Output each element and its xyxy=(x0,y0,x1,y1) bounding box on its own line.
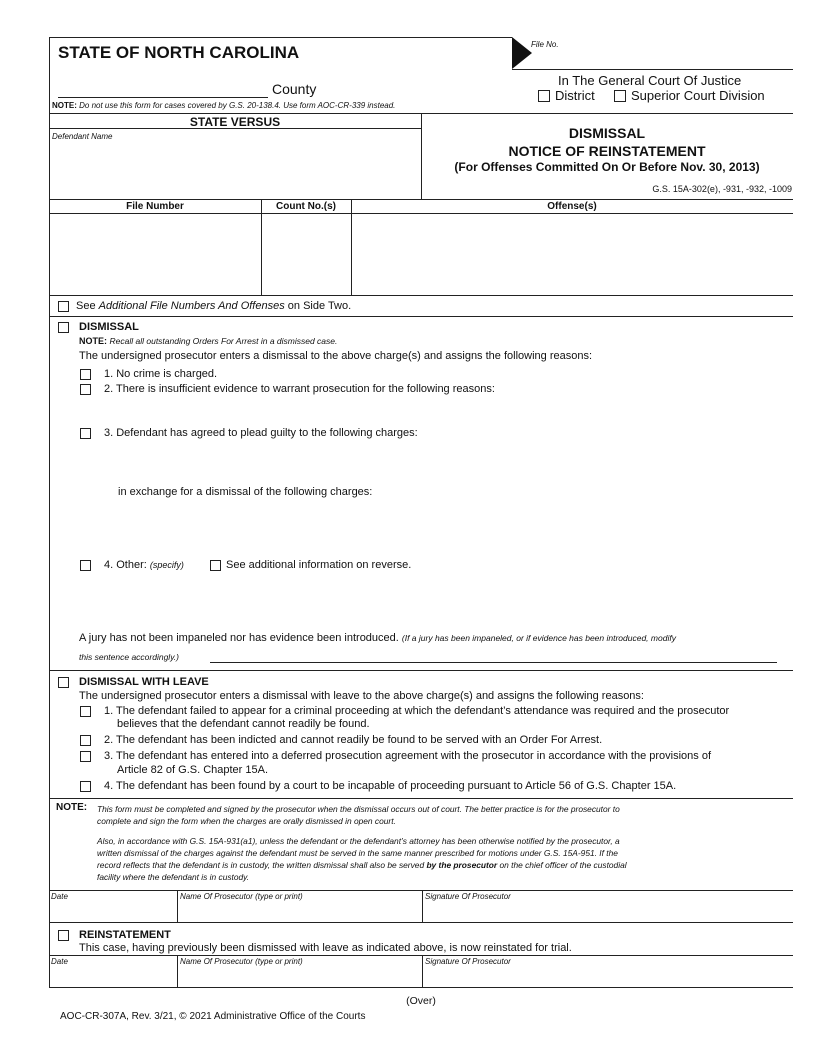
note2-paragraph2 xyxy=(97,835,787,883)
dismissal-reason2-input[interactable] xyxy=(104,398,788,424)
sig1-divider-2 xyxy=(422,890,423,922)
leave-reason3a: 3. The defendant has entered into a deferred prosecution agreement with the prosecutor in accordance with the provisions of xyxy=(104,750,712,762)
dismissal-reason2-checkbox[interactable] xyxy=(80,384,91,395)
file-no-label: File No. xyxy=(531,40,559,49)
sig2-signature-input[interactable] xyxy=(426,969,792,987)
leave-reason1b: believes that the defendant cannot readily be found. xyxy=(117,718,370,730)
see-additional-checkbox[interactable] xyxy=(58,301,69,312)
note2-label: NOTE: xyxy=(56,802,88,813)
sig1-divider-1 xyxy=(177,890,178,922)
dismissal-top-line xyxy=(49,316,793,317)
file-no-input[interactable] xyxy=(540,50,794,68)
leave-reason4: 4. The defendant has been found by a court to be incapable of proceeding pursuant to Article 56 of G.S. Chapter 15A. xyxy=(104,780,677,792)
reason4-specify: (specify) xyxy=(149,560,184,570)
dismissal-checkbox[interactable] xyxy=(58,322,69,333)
plead-guilty-charges-input[interactable] xyxy=(104,443,788,485)
left-border xyxy=(49,37,50,987)
note2-paragraph1 xyxy=(97,803,787,827)
dismissal-reason1-checkbox[interactable] xyxy=(80,369,91,380)
see-reverse-text: See additional information on reverse. xyxy=(226,559,412,571)
see-additional-prefix: See xyxy=(76,300,99,312)
leave-intro: The undersigned prosecutor enters a dismissal with leave to the above charge(s) and assigns the following reasons: xyxy=(79,690,644,702)
defendant-name-label: Defendant Name xyxy=(52,132,113,141)
leave-reason4-checkbox[interactable] xyxy=(80,781,91,792)
col-offense: Offense(s) xyxy=(547,201,597,212)
note2-p2a: Also, in accordance with G.S. 15A-931(a1), unless the defendant or the defendant’s attorney has been otherwise notified by the prosecutor, a xyxy=(97,836,620,846)
reinstatement-checkbox[interactable] xyxy=(58,930,69,941)
leave-reason1a: 1. The defendant failed to appear for a criminal proceeding at which the defendant’s attendance was required and the prosecutor xyxy=(104,705,730,717)
sig2-divider-1 xyxy=(177,955,178,987)
note2-p2c-pre: record reflects that the defendant is in custody, the written dismissal shall also be served xyxy=(97,860,427,870)
sig1-name-label: Name Of Prosecutor (type or print) xyxy=(180,892,303,901)
jury-text xyxy=(79,632,676,644)
table-top-line xyxy=(49,199,793,200)
sig2-date-input[interactable] xyxy=(52,969,176,987)
count-cell[interactable] xyxy=(265,217,351,295)
county-input[interactable] xyxy=(58,80,270,98)
jury-text-italic1: (If a jury has been impaneled, or if evidence has been introduced, modify xyxy=(401,633,676,643)
dismissal-note xyxy=(79,336,337,346)
note2-p1a: This form must be completed and signed by the prosecutor when the dismissal occurs out of court. The better practice is for the prosecutor to xyxy=(97,804,620,814)
sig1-bottom-line xyxy=(49,922,793,923)
sig1-name-input[interactable] xyxy=(180,904,422,922)
sig2-divider-2 xyxy=(422,955,423,987)
sig1-top-line xyxy=(49,890,793,891)
header-note xyxy=(52,101,395,110)
col-file-number: File Number xyxy=(126,201,184,212)
dismissal-reason4 xyxy=(104,559,184,571)
leave-heading: DISMISSAL WITH LEAVE xyxy=(79,676,209,688)
note2-p2d: facility where the defendant is in custody. xyxy=(97,872,250,882)
other-reason-input[interactable] xyxy=(104,576,788,630)
leave-top-line xyxy=(49,670,793,671)
leave-reason3b: Article 82 of G.S. Chapter 15A. xyxy=(117,764,269,776)
top-border xyxy=(49,37,512,38)
sig2-bottom-line xyxy=(49,987,793,988)
table-bottom-line xyxy=(49,295,793,296)
col-count: Count No.(s) xyxy=(276,201,336,212)
dismissal-note-label: NOTE: xyxy=(79,336,107,346)
exchange-text: in exchange for a dismissal of the following charges: xyxy=(118,486,373,498)
leave-checkbox[interactable] xyxy=(58,677,69,688)
dismissal-reason3-checkbox[interactable] xyxy=(80,428,91,439)
reinstatement-text: This case, having previously been dismissed with leave as indicated above, is now reinstated for trial. xyxy=(79,942,572,954)
state-title: STATE OF NORTH CAROLINA xyxy=(58,43,300,62)
sig2-date-label: Date xyxy=(51,957,68,966)
superior-label: Superior Court Division xyxy=(631,88,765,103)
court-title: In The General Court Of Justice xyxy=(558,73,742,88)
see-additional-suffix: on Side Two. xyxy=(284,300,352,312)
note2-p1b: complete and sign the form when the charges are orally dismissed in open court. xyxy=(97,816,396,826)
dismissal-note-text: Recall all outstanding Orders For Arrest in a dismissed case. xyxy=(109,336,338,346)
dismissal-intro: The undersigned prosecutor enters a dismissal to the above charge(s) and assigns the following reasons: xyxy=(79,350,593,362)
leave-reason3-checkbox[interactable] xyxy=(80,751,91,762)
see-additional-italic: Additional File Numbers And Offenses xyxy=(98,300,285,312)
sig2-name-label: Name Of Prosecutor (type or print) xyxy=(180,957,303,966)
leave-reason1-checkbox[interactable] xyxy=(80,706,91,717)
see-reverse-checkbox[interactable] xyxy=(210,560,221,571)
dismissal-reason4-checkbox[interactable] xyxy=(80,560,91,571)
reason4-prefix: 4. Other: xyxy=(104,559,150,571)
sig2-signature-label: Signature Of Prosecutor xyxy=(425,957,511,966)
district-checkbox[interactable] xyxy=(538,90,550,102)
defendant-name-input[interactable] xyxy=(54,150,418,172)
header-note-label: NOTE: xyxy=(52,101,77,110)
superior-checkbox[interactable] xyxy=(614,90,626,102)
leave-reason2-checkbox[interactable] xyxy=(80,735,91,746)
dismissal-heading: DISMISSAL xyxy=(79,321,139,333)
statutes: G.S. 15A-302(e), -931, -932, -1009 xyxy=(652,184,792,194)
note2-p2c xyxy=(97,859,787,871)
title-reinstatement: NOTICE OF REINSTATEMENT xyxy=(508,143,706,159)
note2-p2c-post: on the chief officer of the custodial xyxy=(497,860,627,870)
state-versus: STATE VERSUS xyxy=(189,115,281,129)
jury-text-italic2: this sentence accordingly.) xyxy=(79,652,180,662)
sig1-date-input[interactable] xyxy=(52,904,176,922)
sig1-date-label: Date xyxy=(51,892,68,901)
sig2-top-line xyxy=(49,955,793,956)
note2-p2c-bold: by the prosecutor xyxy=(426,860,498,870)
table-col-divider-1 xyxy=(261,199,262,295)
sig2-name-input[interactable] xyxy=(180,969,422,987)
dismissal-reason1: 1. No crime is charged. xyxy=(104,368,218,380)
dismissed-charges-input[interactable] xyxy=(118,502,788,556)
county-label: County xyxy=(272,81,317,97)
jury-modify-input[interactable] xyxy=(212,648,779,664)
title-dismissal: DISMISSAL xyxy=(568,125,646,141)
header-note-text: Do not use this form for cases covered by G.S. 20-138.4. Use form AOC-CR-339 instead. xyxy=(79,101,396,110)
see-additional-text xyxy=(76,300,351,312)
table-header-line xyxy=(49,213,793,214)
table-col-divider-2 xyxy=(351,199,352,295)
note2-top-line xyxy=(49,798,793,799)
file-no-line xyxy=(512,69,793,70)
note2-p2b: written dismissal of the charges against the defendant must be served in the same manner prescribed for motions under G.S. 15A-951. If the xyxy=(97,848,618,858)
leave-reason2: 2. The defendant has been indicted and cannot readily be found to be served with an Order For Arrest. xyxy=(104,734,603,746)
reinstatement-heading: REINSTATEMENT xyxy=(79,929,171,941)
sig1-signature-label: Signature Of Prosecutor xyxy=(425,892,511,901)
sig1-signature-input[interactable] xyxy=(426,904,792,922)
form-id: AOC-CR-307A, Rev. 3/21, © 2021 Administrative Office of the Courts xyxy=(60,1011,366,1022)
district-label: District xyxy=(555,88,595,103)
title-offense-date: (For Offenses Committed On Or Before Nov. 30, 2013) xyxy=(454,160,760,174)
offense-cell[interactable] xyxy=(355,217,793,295)
over-text: (Over) xyxy=(406,995,436,1007)
dismissal-reason2: 2. There is insufficient evidence to warrant prosecution for the following reasons: xyxy=(104,383,495,395)
state-versus-line xyxy=(49,128,421,129)
file-number-cell[interactable] xyxy=(53,217,260,295)
jury-text-main: A jury has not been impaneled nor has evidence been introduced. xyxy=(79,632,402,644)
dismissal-reason3: 3. Defendant has agreed to plead guilty to the following charges: xyxy=(104,427,418,439)
